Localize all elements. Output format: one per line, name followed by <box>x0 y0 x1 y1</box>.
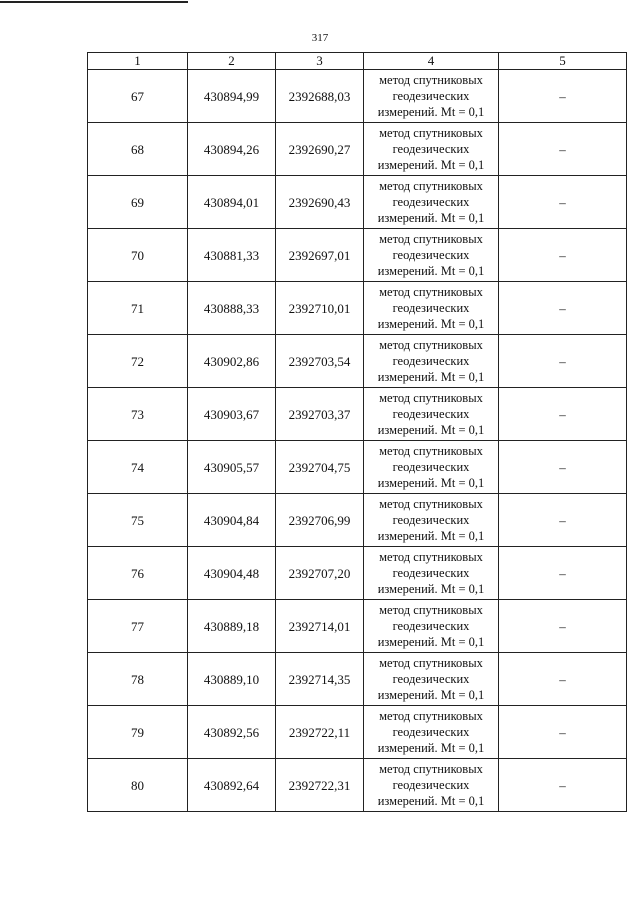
method-line: геодезических <box>392 248 470 262</box>
method-cell <box>364 600 499 653</box>
note-cell: – <box>499 759 627 812</box>
method-line: геодезических <box>392 725 470 739</box>
method-line: геодезических <box>392 513 470 527</box>
point-number-cell: 70 <box>88 229 188 282</box>
method-line: геодезических <box>392 778 470 792</box>
method-line: метод спутниковых <box>379 391 483 405</box>
x-coordinate-cell: 430904,48 <box>188 547 276 600</box>
method-line: измерений. Mt = 0,1 <box>377 529 485 543</box>
header-cell-1: 1 <box>88 53 188 70</box>
method-line: измерений. Mt = 0,1 <box>377 741 485 755</box>
method-cell <box>364 547 499 600</box>
method-line: метод спутниковых <box>379 126 483 140</box>
y-coordinate-cell: 2392688,03 <box>276 70 364 123</box>
table-row <box>88 653 627 706</box>
point-number-cell: 78 <box>88 653 188 706</box>
note-cell: – <box>499 706 627 759</box>
table-row <box>88 441 627 494</box>
y-coordinate-cell: 2392714,35 <box>276 653 364 706</box>
point-number-cell: 74 <box>88 441 188 494</box>
point-number-cell: 80 <box>88 759 188 812</box>
method-line: метод спутниковых <box>379 709 483 723</box>
y-coordinate-cell: 2392722,11 <box>276 706 364 759</box>
method-line: геодезических <box>392 407 470 421</box>
y-coordinate-cell: 2392714,01 <box>276 600 364 653</box>
table-row <box>88 706 627 759</box>
point-number-cell: 71 <box>88 282 188 335</box>
table-row <box>88 70 627 123</box>
method-line: метод спутниковых <box>379 232 483 246</box>
y-coordinate-cell: 2392722,31 <box>276 759 364 812</box>
y-coordinate-cell: 2392704,75 <box>276 441 364 494</box>
table-row <box>88 600 627 653</box>
method-cell <box>364 759 499 812</box>
method-line: измерений. Mt = 0,1 <box>377 264 485 278</box>
method-line: геодезических <box>392 672 470 686</box>
y-coordinate-cell: 2392706,99 <box>276 494 364 547</box>
note-cell: – <box>499 547 627 600</box>
method-line: метод спутниковых <box>379 444 483 458</box>
x-coordinate-cell: 430889,18 <box>188 600 276 653</box>
note-cell: – <box>499 335 627 388</box>
y-coordinate-cell: 2392697,01 <box>276 229 364 282</box>
method-cell <box>364 176 499 229</box>
point-number-cell: 72 <box>88 335 188 388</box>
method-line: измерений. Mt = 0,1 <box>377 582 485 596</box>
method-cell <box>364 653 499 706</box>
method-cell <box>364 229 499 282</box>
note-cell: – <box>499 176 627 229</box>
method-cell <box>364 388 499 441</box>
y-coordinate-cell: 2392703,37 <box>276 388 364 441</box>
page-number: 317 <box>311 32 329 44</box>
method-cell <box>364 335 499 388</box>
table-body <box>88 70 627 812</box>
x-coordinate-cell: 430894,26 <box>188 123 276 176</box>
x-coordinate-cell: 430888,33 <box>188 282 276 335</box>
y-coordinate-cell: 2392703,54 <box>276 335 364 388</box>
method-line: измерений. Mt = 0,1 <box>377 476 485 490</box>
x-coordinate-cell: 430903,67 <box>188 388 276 441</box>
note-cell: – <box>499 229 627 282</box>
method-line: геодезических <box>392 195 470 209</box>
method-line: измерений. Mt = 0,1 <box>377 370 485 384</box>
x-coordinate-cell: 430894,99 <box>188 70 276 123</box>
method-line: метод спутниковых <box>379 550 483 564</box>
y-coordinate-cell: 2392710,01 <box>276 282 364 335</box>
method-line: геодезических <box>392 142 470 156</box>
method-line: измерений. Mt = 0,1 <box>377 317 485 331</box>
table-header-row <box>88 53 627 70</box>
x-coordinate-cell: 430902,86 <box>188 335 276 388</box>
coordinates-table <box>87 52 627 812</box>
note-cell: – <box>499 388 627 441</box>
method-line: измерений. Mt = 0,1 <box>377 423 485 437</box>
method-cell <box>364 441 499 494</box>
point-number-cell: 76 <box>88 547 188 600</box>
method-cell <box>364 70 499 123</box>
method-line: метод спутниковых <box>379 497 483 511</box>
note-cell: – <box>499 494 627 547</box>
table-row <box>88 123 627 176</box>
table-row <box>88 229 627 282</box>
method-cell <box>364 123 499 176</box>
method-line: метод спутниковых <box>379 603 483 617</box>
method-cell <box>364 494 499 547</box>
method-line: метод спутниковых <box>379 656 483 670</box>
method-line: измерений. Mt = 0,1 <box>377 105 485 119</box>
header-cell-2: 2 <box>188 53 276 70</box>
method-line: геодезических <box>392 619 470 633</box>
method-line: геодезических <box>392 566 470 580</box>
method-cell <box>364 282 499 335</box>
point-number-cell: 79 <box>88 706 188 759</box>
x-coordinate-cell: 430889,10 <box>188 653 276 706</box>
top-rule <box>0 1 188 3</box>
x-coordinate-cell: 430904,84 <box>188 494 276 547</box>
x-coordinate-cell: 430881,33 <box>188 229 276 282</box>
note-cell: – <box>499 441 627 494</box>
table-row <box>88 176 627 229</box>
note-cell: – <box>499 600 627 653</box>
point-number-cell: 77 <box>88 600 188 653</box>
point-number-cell: 73 <box>88 388 188 441</box>
x-coordinate-cell: 430905,57 <box>188 441 276 494</box>
x-coordinate-cell: 430892,56 <box>188 706 276 759</box>
method-line: измерений. Mt = 0,1 <box>377 635 485 649</box>
y-coordinate-cell: 2392707,20 <box>276 547 364 600</box>
method-line: метод спутниковых <box>379 285 483 299</box>
y-coordinate-cell: 2392690,27 <box>276 123 364 176</box>
method-line: метод спутниковых <box>379 762 483 776</box>
header-cell-5: 5 <box>499 53 627 70</box>
header-cell-4: 4 <box>364 53 499 70</box>
note-cell: – <box>499 70 627 123</box>
y-coordinate-cell: 2392690,43 <box>276 176 364 229</box>
note-cell: – <box>499 123 627 176</box>
method-line: измерений. Mt = 0,1 <box>377 158 485 172</box>
point-number-cell: 68 <box>88 123 188 176</box>
table-row <box>88 494 627 547</box>
table-row <box>88 388 627 441</box>
method-line: геодезических <box>392 354 470 368</box>
method-line: измерений. Mt = 0,1 <box>377 211 485 225</box>
method-line: измерений. Mt = 0,1 <box>377 794 485 808</box>
point-number-cell: 75 <box>88 494 188 547</box>
table-row <box>88 759 627 812</box>
method-line: метод спутниковых <box>379 338 483 352</box>
method-line: метод спутниковых <box>379 179 483 193</box>
method-line: геодезических <box>392 460 470 474</box>
table-row <box>88 282 627 335</box>
note-cell: – <box>499 653 627 706</box>
method-line: метод спутниковых <box>379 73 483 87</box>
note-cell: – <box>499 282 627 335</box>
method-cell <box>364 706 499 759</box>
x-coordinate-cell: 430894,01 <box>188 176 276 229</box>
method-line: измерений. Mt = 0,1 <box>377 688 485 702</box>
header-cell-3: 3 <box>276 53 364 70</box>
point-number-cell: 69 <box>88 176 188 229</box>
x-coordinate-cell: 430892,64 <box>188 759 276 812</box>
point-number-cell: 67 <box>88 70 188 123</box>
method-line: геодезических <box>392 89 470 103</box>
method-line: геодезических <box>392 301 470 315</box>
table-row <box>88 547 627 600</box>
table-row <box>88 335 627 388</box>
